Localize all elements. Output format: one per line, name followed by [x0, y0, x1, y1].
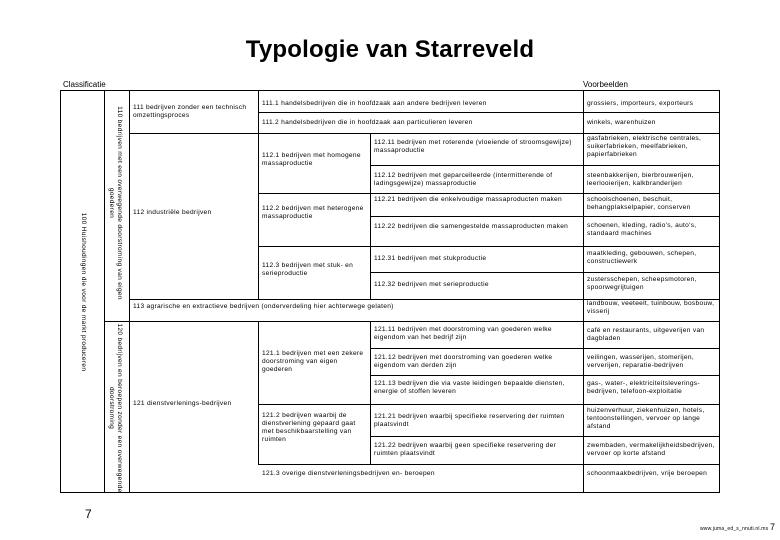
- example-112-32: zustersschepen, scheepsmotoren, spoorwegrijtuigen: [587, 276, 697, 291]
- cell-111-1: 111.1 handelsbedrijven die in hoofdzaak aan andere bedrijven leveren: [262, 100, 487, 107]
- example-112-31: maatkleding, gebouwen, schepen, constructiewerk: [587, 250, 697, 265]
- example-112-11: gasfabrieken, elektrische centrales, suikerfabrieken, meelfabrieken, papierfabrieken: [587, 135, 702, 158]
- page-number: 7: [85, 507, 92, 521]
- example-112-22: schoenen, kleding, radio's, auto's, standaard machines: [587, 222, 697, 237]
- cell-121-21: 121.21 bedrijven waarbij specifieke reservering der ruimten plaatsvindt: [374, 413, 565, 428]
- cell-111: 111 bedrijven zonder een technisch omzettingsproces: [133, 104, 247, 119]
- cell-112: 112 industriële bedrijven: [133, 209, 212, 216]
- cell-112-22: 112.22 bedrijven die samengestelde massaproducten maken: [374, 223, 569, 230]
- cell-121-22: 121.22 bedrijven waarbij geen specifieke reservering der ruimten plaatsvindt: [374, 442, 557, 457]
- cell-121-11: 121.11 bedrijven met doorstroming van goederen welke eigendom van het bedrijf zijn: [374, 326, 552, 341]
- cell-113: 113 agrarische en extractieve bedrijven (onderverdeling hier achterwege gelaten): [133, 303, 394, 310]
- cell-112-31: 112.31 bedrijven met stukproductie: [374, 255, 487, 262]
- example-111-2: winkels, warenhuizen: [587, 119, 656, 126]
- cell-121-12: 121.12 bedrijven met doorstroming van goederen welke eigendom van derden zijn: [374, 354, 553, 369]
- cell-112-11: 112.11 bedrijven met roterende (vloeiende of stroomsgewijze) massaproductie: [374, 139, 572, 154]
- cell-121-2: 121.2 bedrijven waarbij de dienstverlening gepaard gaat met beschikbaarstelling van ruimten: [262, 412, 356, 443]
- example-113: landbouw, veeteelt, tuinbouw, bosbouw, visserij: [587, 300, 715, 315]
- cell-121: 121 dienstverlenings-bedrijven: [133, 400, 232, 407]
- example-121-21: huizenverhuur, ziekenhuizen, hotels, tentoonstellingen, vervoer op lange afstand: [587, 407, 705, 430]
- level-120-label: 120 bedrijven en beroepen zonder een overwegende doorstroming: [108, 323, 123, 493]
- example-111-1: grossiers, importeurs, exporteurs: [587, 100, 694, 107]
- cell-112-12: 112.12 bedrijven met geparcelleerde (intermitterende of ladingsgewijze) massaproductie: [374, 172, 553, 187]
- example-112-21: schoolschoenen, beschuit, behangplakselpapier, conserven: [587, 196, 691, 211]
- example-121-11: café en restaurants, uitgeverijen van dagbladen: [587, 327, 705, 342]
- header-classificatie: Classificatie: [63, 80, 106, 89]
- cell-121-13: 121.13 bedrijven die via vaste leidingen bepaalde diensten, energie of stoffen leveren: [374, 380, 565, 395]
- cell-112-32: 112.32 bedrijven met serieproductie: [374, 281, 489, 288]
- example-121-12: veilingen, wasserijen, stomerijen, ververijen, reparatie-bedrijven: [587, 354, 694, 369]
- cell-112-1: 112.1 bedrijven met homogene massaproductie: [262, 152, 361, 167]
- cell-111-2: 111.2 handelsbedrijven die in hoofdzaak aan particulieren leveren: [262, 119, 473, 126]
- example-121-3: schoonmaakbedrijven, vrije beroepen: [587, 470, 708, 477]
- example-121-13: gas-, water-, elektriciteitsleverings-bedrijven, telefoon-exploitatie: [587, 380, 700, 395]
- level-110-label: 110 bedrijven met een overwegende doorstroming van eigen goederen: [108, 106, 123, 300]
- footer-number: 7: [769, 522, 776, 532]
- footer: [700, 522, 775, 532]
- cell-112-3: 112.3 bedrijven met stuk- en serieproductie: [262, 262, 354, 277]
- footer-text: www.juma_ed_s_nnuti.nl.ms: [700, 526, 769, 532]
- page-title: Typologie van Starreveld: [245, 36, 535, 63]
- example-121-22: zwembaden, vermakelijkheidsbedrijven, vervoer op korte afstand: [587, 442, 715, 457]
- cell-121-1: 121.1 bedrijven met een zekere doorstroming van eigen goederen: [262, 350, 364, 373]
- level-100-label: 100 Huishoudingen die voor de markt produceren: [80, 212, 87, 372]
- cell-112-21: 112.21 bedrijven die enkelvoudige massaproducten maken: [374, 196, 562, 203]
- header-voorbeelden: Voorbeelden: [583, 80, 628, 89]
- cell-121-3: 121.3 overige dienstverleningsbedrijven en- beroepen: [262, 470, 435, 477]
- cell-112-2: 112.2 bedrijven met heterogene massaproductie: [262, 205, 364, 220]
- example-112-12: steenbakkerijen, bierbrouwerijen, leerlooierijen, kalkbranderijen: [587, 172, 694, 187]
